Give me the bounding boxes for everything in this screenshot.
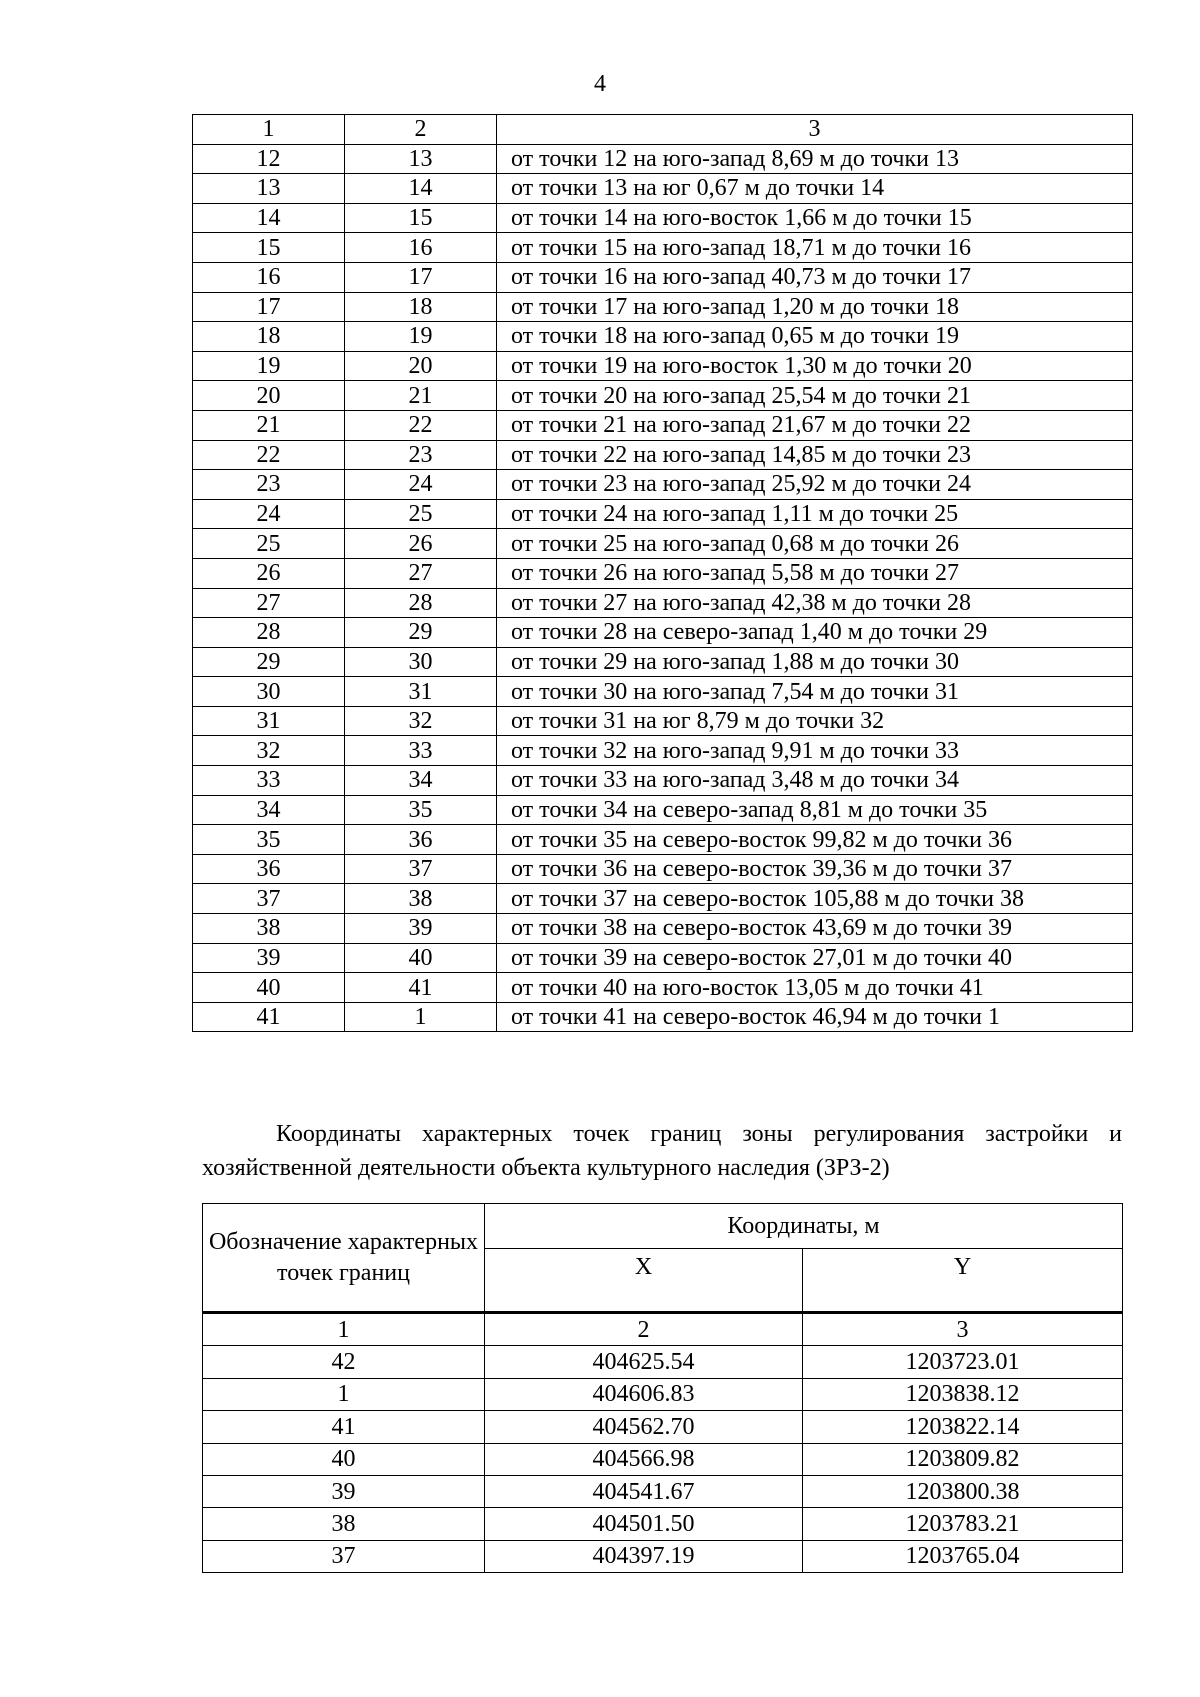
table-row — [193, 233, 1133, 263]
table-row — [193, 914, 1133, 944]
segment-description-cell: от точки 16 на юго-запад 40,73 м до точки 17 — [497, 262, 1133, 292]
segment-description-cell: от точки 14 на юго-восток 1,66 м до точки 15 — [497, 203, 1133, 233]
from-point-cell: 41 — [193, 1002, 345, 1032]
to-point-cell: 15 — [345, 203, 497, 233]
point-id-cell: 37 — [203, 1540, 485, 1572]
from-point-cell: 35 — [193, 825, 345, 855]
from-point-cell: 13 — [193, 174, 345, 204]
from-point-cell: 23 — [193, 470, 345, 500]
to-point-cell: 34 — [345, 766, 497, 796]
segment-description-cell: от точки 15 на юго-запад 18,71 м до точки 16 — [497, 233, 1133, 263]
to-point-cell: 33 — [345, 736, 497, 766]
table-row — [193, 292, 1133, 322]
table-row — [193, 943, 1133, 973]
segment-description-cell: от точки 18 на юго-запад 0,65 м до точки 19 — [497, 322, 1133, 352]
boundary-segments-table — [192, 114, 1133, 1032]
table-row — [203, 1443, 1123, 1475]
segment-description-cell: от точки 37 на северо-восток 105,88 м до точки 38 — [497, 884, 1133, 914]
table-row — [193, 706, 1133, 736]
coords-column-number-2: 2 — [485, 1313, 803, 1346]
table-row — [193, 588, 1133, 618]
table-row — [193, 144, 1133, 174]
from-point-cell: 22 — [193, 440, 345, 470]
coordinates-table — [202, 1203, 1123, 1573]
table-row — [203, 1346, 1123, 1378]
column-number-3: 3 — [497, 115, 1133, 145]
to-point-cell: 28 — [345, 588, 497, 618]
to-point-cell: 25 — [345, 499, 497, 529]
coordinates-caption: Координаты характерных точек границ зоны регулирования застройки и хозяйственной деятельности объекта культурного наследия (ЗРЗ-2) — [202, 1121, 1122, 1181]
from-point-cell: 33 — [193, 766, 345, 796]
table-row — [193, 1002, 1133, 1032]
from-point-cell: 17 — [193, 292, 345, 322]
y-coordinate-cell: 1203809.82 — [803, 1443, 1123, 1475]
y-coordinate-cell: 1203765.04 — [803, 1540, 1123, 1572]
column-number-2: 2 — [345, 115, 497, 145]
table-row — [193, 854, 1133, 884]
segment-description-cell: от точки 34 на северо-запад 8,81 м до точки 35 — [497, 795, 1133, 825]
table-row — [193, 736, 1133, 766]
segments-table-body — [193, 144, 1133, 1032]
x-coordinate-cell: 404566.98 — [485, 1443, 803, 1475]
y-header: Y — [803, 1249, 1123, 1313]
designation-header: Обозначение характерных точек границ — [203, 1204, 485, 1313]
point-id-cell: 39 — [203, 1475, 485, 1507]
to-point-cell: 19 — [345, 322, 497, 352]
y-coordinate-cell: 1203723.01 — [803, 1346, 1123, 1378]
table-header-row — [193, 115, 1133, 145]
from-point-cell: 26 — [193, 558, 345, 588]
coordinates-header: Координаты, м — [485, 1204, 1123, 1249]
segment-description-cell: от точки 24 на юго-запад 1,11 м до точки 25 — [497, 499, 1133, 529]
to-point-cell: 24 — [345, 470, 497, 500]
x-coordinate-cell: 404562.70 — [485, 1411, 803, 1443]
to-point-cell: 31 — [345, 677, 497, 707]
to-point-cell: 23 — [345, 440, 497, 470]
segment-description-cell: от точки 19 на юго-восток 1,30 м до точки 20 — [497, 351, 1133, 381]
segment-description-cell: от точки 20 на юго-запад 25,54 м до точки 21 — [497, 381, 1133, 411]
from-point-cell: 19 — [193, 351, 345, 381]
coords-column-number-3: 3 — [803, 1313, 1123, 1346]
table-row — [193, 884, 1133, 914]
segment-description-cell: от точки 13 на юг 0,67 м до точки 14 — [497, 174, 1133, 204]
x-header: X — [485, 1249, 803, 1313]
segment-description-cell: от точки 38 на северо-восток 43,69 м до точки 39 — [497, 914, 1133, 944]
table-row — [193, 825, 1133, 855]
table-row — [193, 795, 1133, 825]
to-point-cell: 36 — [345, 825, 497, 855]
from-point-cell: 29 — [193, 647, 345, 677]
segment-description-cell: от точки 36 на северо-восток 39,36 м до точки 37 — [497, 854, 1133, 884]
to-point-cell: 13 — [345, 144, 497, 174]
from-point-cell: 32 — [193, 736, 345, 766]
point-id-cell: 1 — [203, 1378, 485, 1410]
segment-description-cell: от точки 17 на юго-запад 1,20 м до точки 18 — [497, 292, 1133, 322]
table-row — [193, 618, 1133, 648]
segment-description-cell: от точки 22 на юго-запад 14,85 м до точки 23 — [497, 440, 1133, 470]
from-point-cell: 40 — [193, 973, 345, 1003]
table-row — [193, 381, 1133, 411]
to-point-cell: 37 — [345, 854, 497, 884]
table-row — [193, 174, 1133, 204]
from-point-cell: 24 — [193, 499, 345, 529]
segment-description-cell: от точки 41 на северо-восток 46,94 м до точки 1 — [497, 1002, 1133, 1032]
from-point-cell: 28 — [193, 618, 345, 648]
point-id-cell: 42 — [203, 1346, 485, 1378]
from-point-cell: 39 — [193, 943, 345, 973]
from-point-cell: 25 — [193, 529, 345, 559]
to-point-cell: 40 — [345, 943, 497, 973]
y-coordinate-cell: 1203822.14 — [803, 1411, 1123, 1443]
to-point-cell: 30 — [345, 647, 497, 677]
to-point-cell: 16 — [345, 233, 497, 263]
from-point-cell: 36 — [193, 854, 345, 884]
x-coordinate-cell: 404625.54 — [485, 1346, 803, 1378]
table-row — [193, 647, 1133, 677]
column-number-1: 1 — [193, 115, 345, 145]
to-point-cell: 18 — [345, 292, 497, 322]
page-number: 4 — [594, 71, 606, 97]
table-row — [203, 1378, 1123, 1410]
from-point-cell: 15 — [193, 233, 345, 263]
segment-description-cell: от точки 27 на юго-запад 42,38 м до точки 28 — [497, 588, 1133, 618]
table-row — [193, 440, 1133, 470]
table-row — [203, 1540, 1123, 1572]
from-point-cell: 31 — [193, 706, 345, 736]
to-point-cell: 17 — [345, 262, 497, 292]
to-point-cell: 41 — [345, 973, 497, 1003]
x-coordinate-cell: 404501.50 — [485, 1508, 803, 1540]
to-point-cell: 22 — [345, 410, 497, 440]
coords-column-number-1: 1 — [203, 1313, 485, 1346]
to-point-cell: 26 — [345, 529, 497, 559]
to-point-cell: 27 — [345, 558, 497, 588]
segment-description-cell: от точки 35 на северо-восток 99,82 м до точки 36 — [497, 825, 1133, 855]
to-point-cell: 29 — [345, 618, 497, 648]
segment-description-cell: от точки 30 на юго-запад 7,54 м до точки 31 — [497, 677, 1133, 707]
segment-description-cell: от точки 28 на северо-запад 1,40 м до точки 29 — [497, 618, 1133, 648]
segment-description-cell: от точки 40 на юго-восток 13,05 м до точки 41 — [497, 973, 1133, 1003]
table-row — [193, 766, 1133, 796]
coords-column-numbers-row — [203, 1313, 1123, 1346]
table-row — [193, 470, 1133, 500]
from-point-cell: 18 — [193, 322, 345, 352]
to-point-cell: 20 — [345, 351, 497, 381]
from-point-cell: 14 — [193, 203, 345, 233]
table-row — [193, 677, 1133, 707]
table-row — [193, 529, 1133, 559]
y-coordinate-cell: 1203783.21 — [803, 1508, 1123, 1540]
from-point-cell: 12 — [193, 144, 345, 174]
segment-description-cell: от точки 26 на юго-запад 5,58 м до точки 27 — [497, 558, 1133, 588]
point-id-cell: 38 — [203, 1508, 485, 1540]
table-row — [203, 1411, 1123, 1443]
segment-description-cell: от точки 29 на юго-запад 1,88 м до точки 30 — [497, 647, 1133, 677]
to-point-cell: 1 — [345, 1002, 497, 1032]
table-row — [193, 203, 1133, 233]
segment-description-cell: от точки 39 на северо-восток 27,01 м до точки 40 — [497, 943, 1133, 973]
from-point-cell: 37 — [193, 884, 345, 914]
segment-description-cell: от точки 33 на юго-запад 3,48 м до точки 34 — [497, 766, 1133, 796]
from-point-cell: 20 — [193, 381, 345, 411]
x-coordinate-cell: 404397.19 — [485, 1540, 803, 1572]
x-coordinate-cell: 404606.83 — [485, 1378, 803, 1410]
from-point-cell: 34 — [193, 795, 345, 825]
table-row — [193, 322, 1133, 352]
y-coordinate-cell: 1203838.12 — [803, 1378, 1123, 1410]
table-row — [193, 973, 1133, 1003]
from-point-cell: 27 — [193, 588, 345, 618]
table-row — [193, 558, 1133, 588]
from-point-cell: 30 — [193, 677, 345, 707]
to-point-cell: 14 — [345, 174, 497, 204]
segment-description-cell: от точки 32 на юго-запад 9,91 м до точки 33 — [497, 736, 1133, 766]
to-point-cell: 39 — [345, 914, 497, 944]
from-point-cell: 38 — [193, 914, 345, 944]
to-point-cell: 38 — [345, 884, 497, 914]
segment-description-cell: от точки 31 на юг 8,79 м до точки 32 — [497, 706, 1133, 736]
point-id-cell: 40 — [203, 1443, 485, 1475]
table-row — [193, 351, 1133, 381]
table-row — [193, 499, 1133, 529]
coords-header-row — [203, 1204, 1123, 1249]
table-row — [203, 1508, 1123, 1540]
segment-description-cell: от точки 23 на юго-запад 25,92 м до точки 24 — [497, 470, 1133, 500]
segment-description-cell: от точки 25 на юго-запад 0,68 м до точки 26 — [497, 529, 1133, 559]
segment-description-cell: от точки 12 на юго-запад 8,69 м до точки 13 — [497, 144, 1133, 174]
table-row — [203, 1475, 1123, 1507]
to-point-cell: 35 — [345, 795, 497, 825]
from-point-cell: 16 — [193, 262, 345, 292]
y-coordinate-cell: 1203800.38 — [803, 1475, 1123, 1507]
x-coordinate-cell: 404541.67 — [485, 1475, 803, 1507]
to-point-cell: 32 — [345, 706, 497, 736]
point-id-cell: 41 — [203, 1411, 485, 1443]
coordinates-table-body — [203, 1204, 1123, 1573]
to-point-cell: 21 — [345, 381, 497, 411]
segment-description-cell: от точки 21 на юго-запад 21,67 м до точки 22 — [497, 410, 1133, 440]
table-row — [193, 262, 1133, 292]
table-row — [193, 410, 1133, 440]
from-point-cell: 21 — [193, 410, 345, 440]
